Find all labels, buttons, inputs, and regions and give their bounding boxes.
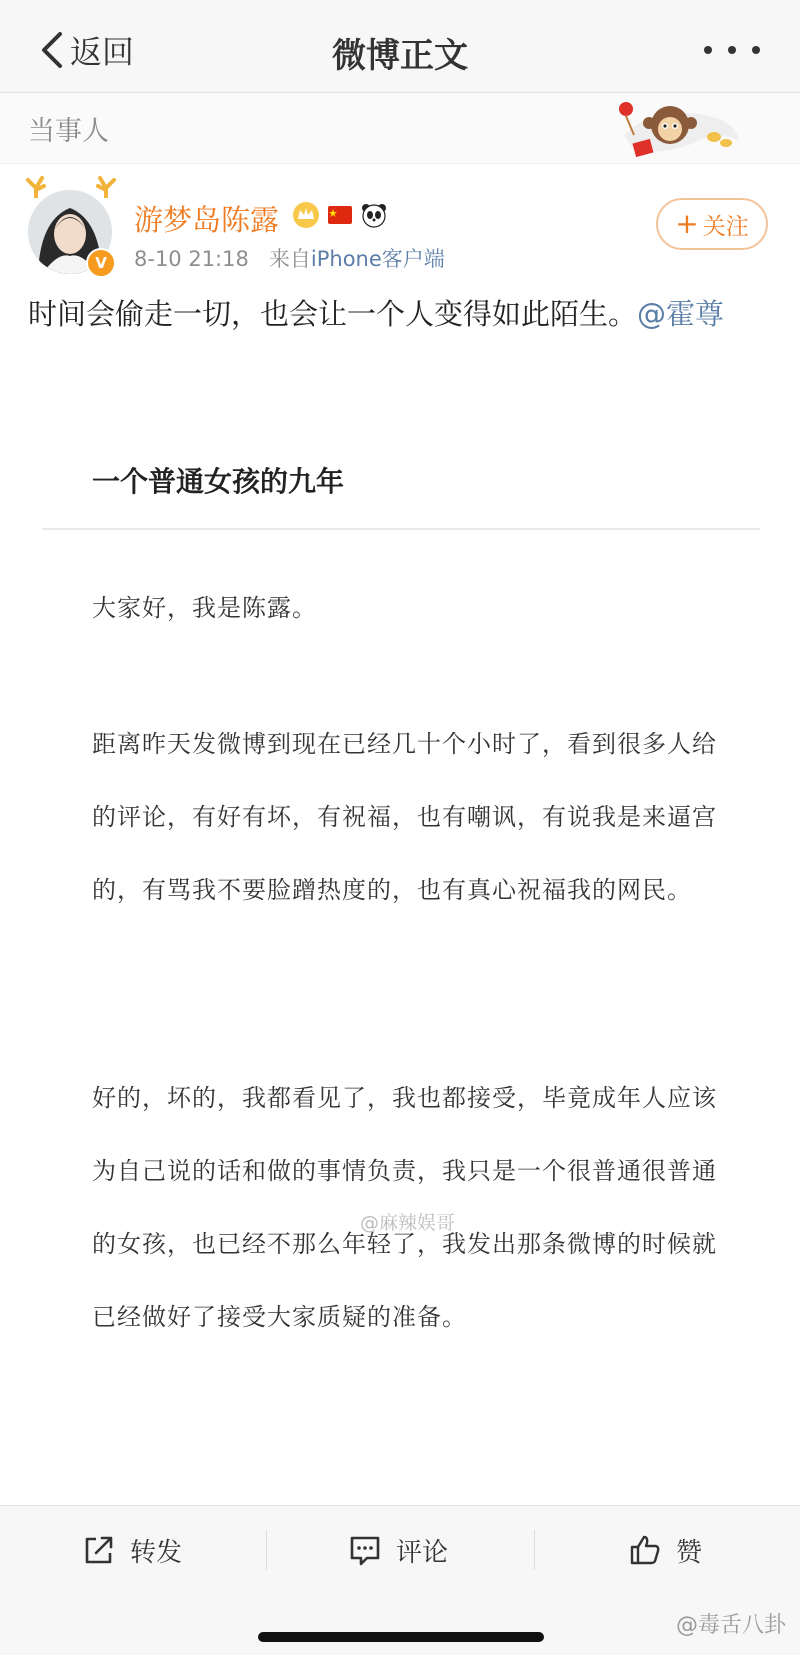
- post-body: 时间会偷走一切，也会让一个人变得如此陌生。: [28, 297, 638, 331]
- antler-icon: [94, 176, 118, 198]
- comment-button[interactable]: [348, 1506, 448, 1594]
- article-paragraph: 距离昨天发微博到现在已经几十个小时了，看到很多人给的评论，有好有坏，有祝福，也有嘲讽，有说我是来逼宫的，有骂我不要脸蹭热度的，也有真心祝福我的网民。: [92, 730, 717, 904]
- party-label: 当事人: [28, 116, 109, 147]
- repost-icon: [82, 1533, 116, 1567]
- article-paragraph: 好的，坏的，我都看见了，我也都接受，毕竟成年人应该为自己说的话和做的事情负责，我只是一个很普通很普通的女孩，也已经不那么年轻了，我发出那条微博的时候就已经做好了接受大家质疑的准备。: [92, 1084, 717, 1331]
- post-text: [28, 292, 768, 336]
- follow-button[interactable]: [656, 198, 768, 250]
- post-meta: [134, 243, 445, 273]
- action-bar: [0, 1505, 800, 1594]
- repost-label: 转发: [130, 1537, 183, 1568]
- crown-badge-icon: [292, 201, 320, 229]
- monkey-mascot-icon: [614, 95, 744, 161]
- source-prefix: 来自: [268, 247, 311, 271]
- author-badges: [292, 201, 388, 229]
- avatar[interactable]: [24, 176, 118, 276]
- like-label: 赞: [676, 1537, 703, 1568]
- panda-icon: [360, 201, 388, 229]
- comment-label: 评论: [396, 1537, 449, 1568]
- back-label: 返回: [70, 33, 135, 71]
- antler-icon: [24, 176, 48, 198]
- comment-icon: [348, 1533, 382, 1567]
- party-bar: [0, 93, 800, 164]
- plus-icon: +: [675, 207, 699, 240]
- divider: [42, 528, 760, 530]
- mention-link[interactable]: @霍尊: [637, 297, 725, 331]
- verified-badge: V: [86, 248, 116, 278]
- repost-button[interactable]: [82, 1506, 182, 1594]
- divider: [266, 1530, 267, 1570]
- like-button[interactable]: [628, 1506, 702, 1594]
- author-name[interactable]: 游梦岛陈露: [134, 203, 280, 237]
- page-title: 微博正文: [332, 36, 468, 76]
- watermark: @毒舌八卦: [675, 1613, 786, 1638]
- more-icon[interactable]: [704, 40, 760, 60]
- post-date: 8-10 21:18: [134, 247, 249, 271]
- follow-label: 关注: [702, 213, 749, 240]
- home-indicator[interactable]: [258, 1632, 544, 1642]
- divider: [534, 1530, 535, 1570]
- article-paragraph: 大家好，我是陈露。: [92, 594, 317, 622]
- top-nav-bar: [0, 0, 800, 93]
- thumbs-up-icon: [628, 1533, 662, 1567]
- post-source: iPhone客户端: [310, 247, 445, 271]
- watermark: @麻辣娱哥: [360, 1212, 456, 1234]
- article-title: 一个普通女孩的九年: [92, 465, 345, 498]
- china-flag-icon: [326, 201, 354, 229]
